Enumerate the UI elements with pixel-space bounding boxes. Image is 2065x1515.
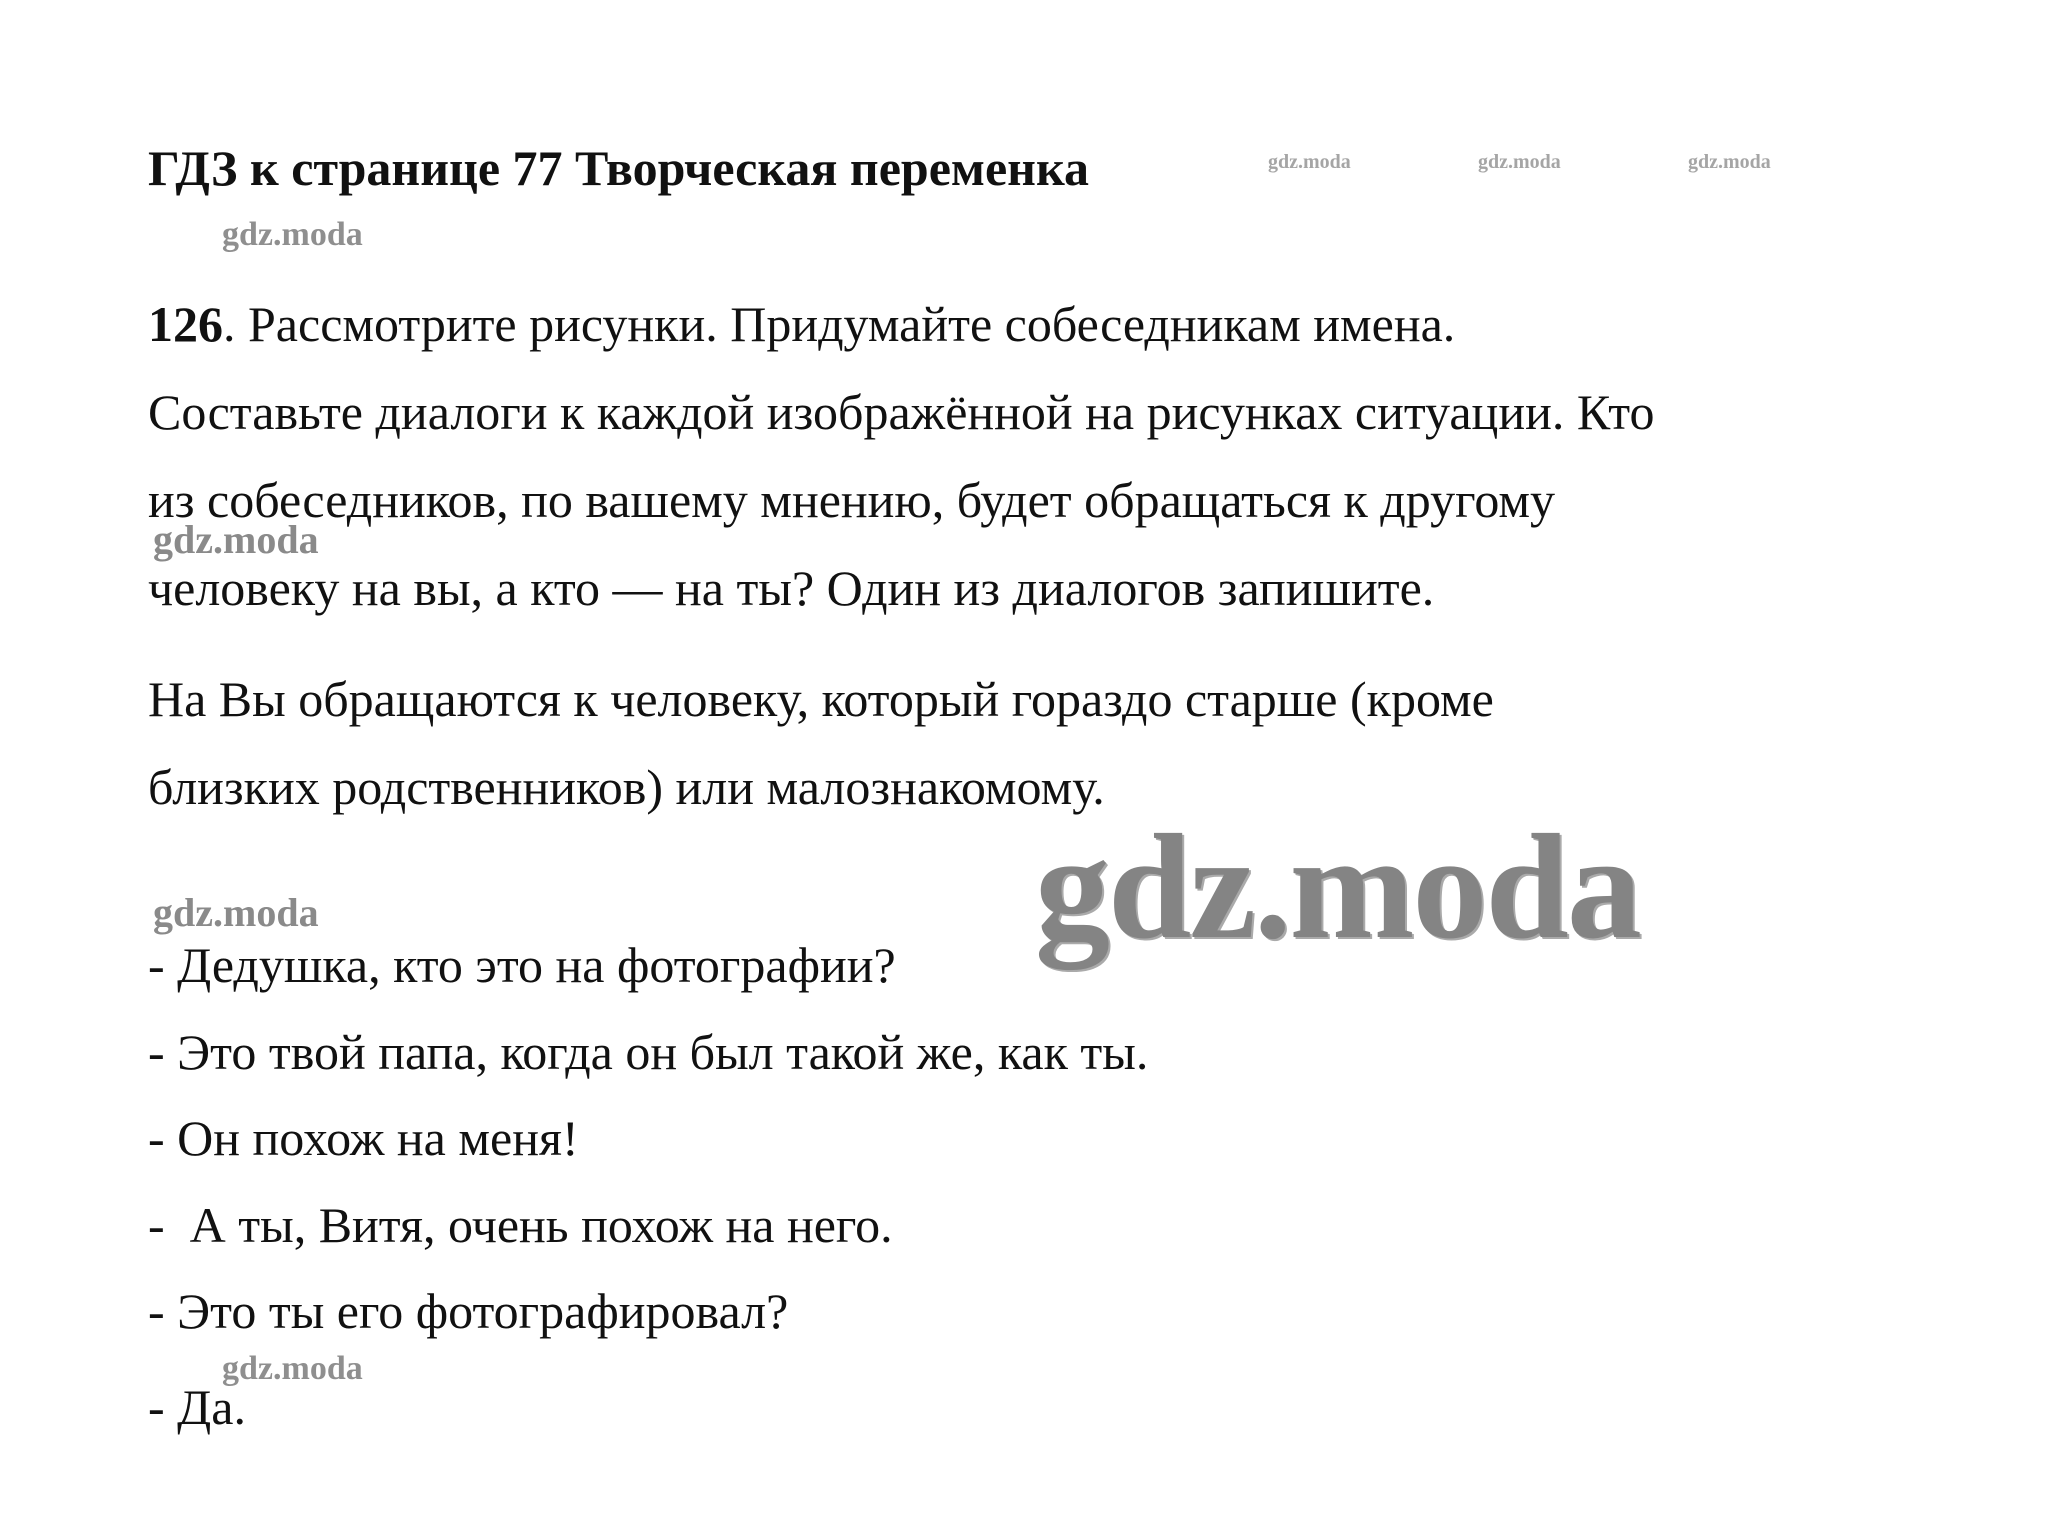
watermark: gdz.moda	[153, 517, 319, 562]
task-text	[148, 280, 1654, 632]
watermark: gdz.moda	[1688, 151, 1771, 173]
dialog-line: - Дедушка, кто это на фотографии?	[148, 937, 896, 993]
watermark: gdz.moda	[153, 890, 319, 935]
task-number: 126	[148, 296, 223, 352]
task-line-2: Составьте диалоги к каждой изображённой на рисунках ситуации. Кто	[148, 384, 1655, 440]
dialog-line: - Это ты его фотографировал?	[148, 1283, 789, 1339]
dialog-line: - Это твой папа, когда он был такой же, как ты.	[148, 1024, 1149, 1080]
watermark: gdz.moda	[1268, 151, 1351, 173]
dialog-line: - Он похож на меня!	[148, 1110, 579, 1166]
dialog-line: - А ты, Витя, очень похож на него.	[148, 1197, 893, 1253]
task-line-1: 126. Рассмотрите рисунки. Придумайте собеседникам имена.	[148, 296, 1456, 352]
task-line-4: человеку на вы, а кто — на ты? Один из диалогов запишите.	[148, 560, 1435, 616]
watermark: gdz.moda	[1478, 151, 1561, 173]
watermark: gdz.moda	[222, 216, 363, 253]
answer-line-1: На Вы обращаются к человеку, который гораздо старше (кроме	[148, 671, 1494, 727]
dialog-line: - Да.	[148, 1379, 246, 1435]
watermark-large: gdz.moda	[1035, 804, 1640, 970]
task-line-3: из собеседников, по вашему мнению, будет обращаться к другому	[148, 472, 1556, 528]
watermark: gdz.moda	[222, 1350, 363, 1387]
answer-line-2: близких родственников) или малознакомому.	[148, 759, 1105, 815]
page-title: ГДЗ к странице 77 Творческая переменка	[148, 140, 1090, 196]
